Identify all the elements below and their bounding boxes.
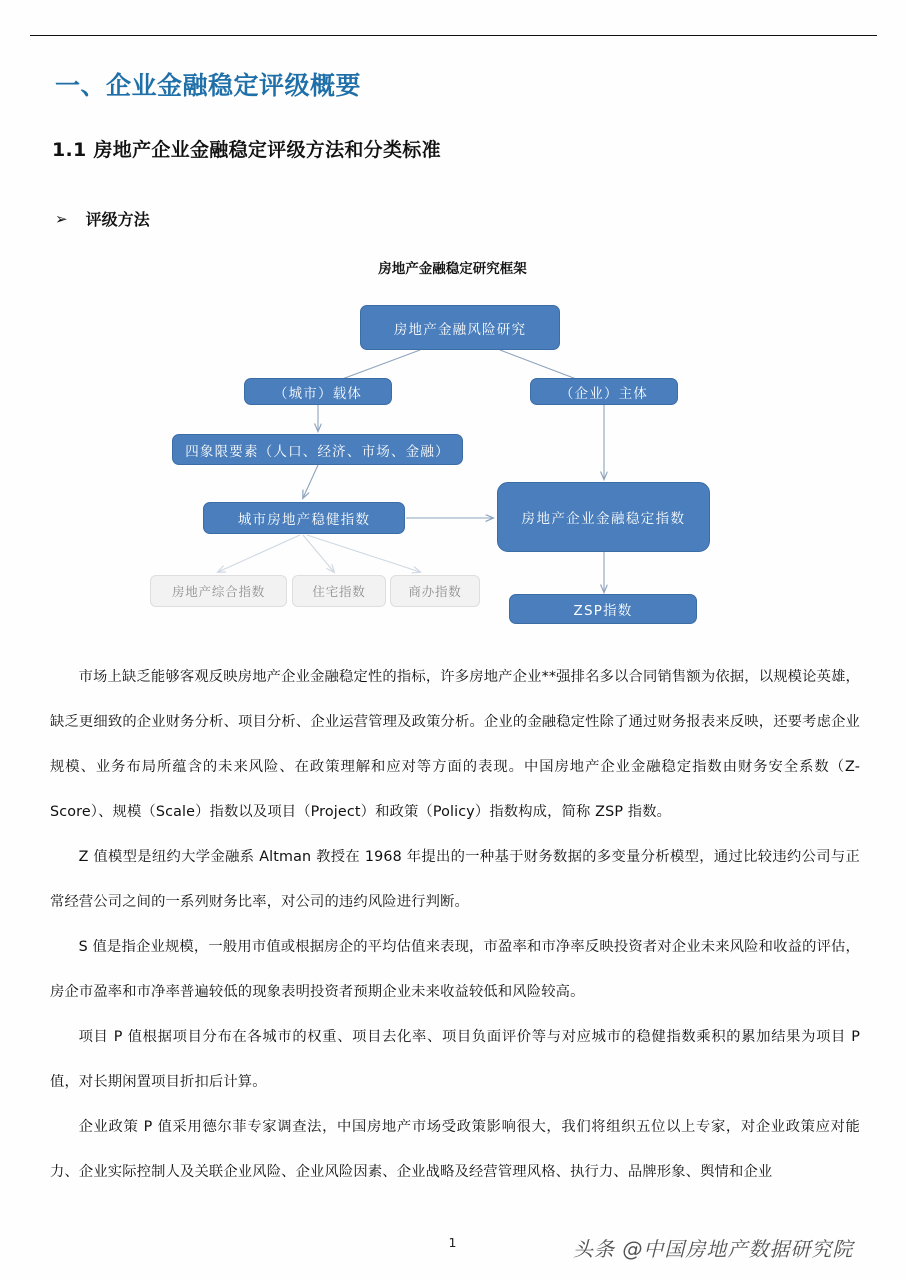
bullet-item-label: 评级方法 xyxy=(85,210,150,229)
diagram-node-residential-index: 住宅指数 xyxy=(292,575,386,607)
diagram-node-city: （城市）载体 xyxy=(244,378,392,405)
paragraph: 项目 P 值根据项目分布在各城市的权重、项目去化率、项目负面评价等与对应城市的稳健指数乘积的累加结果为项目 P 值，对长期闲置项目折扣后计算。 xyxy=(50,1029,860,1090)
page-title: 一、企业金融稳定评级概要 xyxy=(55,71,362,100)
diagram-node-zsp: ZSP指数 xyxy=(509,594,697,624)
paragraph: 市场上缺乏能够客观反映房地产企业金融稳定性的指标，许多房地产企业**强排名多以合同销售额为依据，以规模论英雄，缺乏更细致的企业财务分析、项目分析、企业运营管理及政策分析。企业的金融稳定性除了通过财务报表来反映，还要考虑企业规模、业务布局所蕴含的未来风险、在政策理解和应对等方面的表现。中国房地产企业金融稳定指数由财务安全系数（Z-Score）、规模（Scale）指数以及项目（Project）和政策（Policy）指数构成，简称 ZSP 指数。 xyxy=(50,669,860,820)
framework-diagram xyxy=(0,250,905,650)
diagram-node-enterprise: （企业）主体 xyxy=(530,378,678,405)
paragraph: S 值是指企业规模，一般用市值或根据房企的平均估值来表现，市盈率和市净率反映投资者对企业未来风险和收益的评估，房企市盈率和市净率普遍较低的现象表明投资者预期企业未来收益较低和风险较高。 xyxy=(50,939,860,1000)
paragraph: 企业政策 P 值采用德尔菲专家调查法，中国房地产市场受政策影响很大，我们将组织五位以上专家，对企业政策应对能力、企业实际控制人及关联企业风险、企业风险因素、企业战略及经营管理风格、执行力、品牌形象、舆情和企业 xyxy=(50,1119,860,1180)
paragraph: Z 值模型是纽约大学金融系 Altman 教授在 1968 年提出的一种基于财务数据的多变量分析模型，通过比较违约公司与正常经营公司之间的一系列财务比率，对公司的违约风险进行判断。 xyxy=(50,849,860,910)
body-content xyxy=(50,655,860,1195)
diagram-title: 房地产金融稳定研究框架 xyxy=(378,261,527,277)
diagram-node-corp-index: 房地产企业金融稳定指数 xyxy=(497,482,710,552)
arrow-bullet-icon: ➢ xyxy=(55,210,68,228)
diagram-node-comprehensive-index: 房地产综合指数 xyxy=(150,575,287,607)
page-number: 1 xyxy=(448,1235,457,1250)
section-subtitle: 1.1 房地产企业金融稳定评级方法和分类标准 xyxy=(52,139,441,161)
watermark: 头条 @中国房地产数据研究院 xyxy=(573,1237,854,1261)
diagram-node-root: 房地产金融风险研究 xyxy=(360,305,560,350)
diagram-node-quadrant: 四象限要素（人口、经济、市场、金融） xyxy=(172,434,463,465)
header-divider xyxy=(30,35,877,36)
bullet-item-rating-method xyxy=(55,207,150,230)
diagram-node-city-index: 城市房地产稳健指数 xyxy=(203,502,405,534)
diagram-node-commercial-index: 商办指数 xyxy=(390,575,480,607)
